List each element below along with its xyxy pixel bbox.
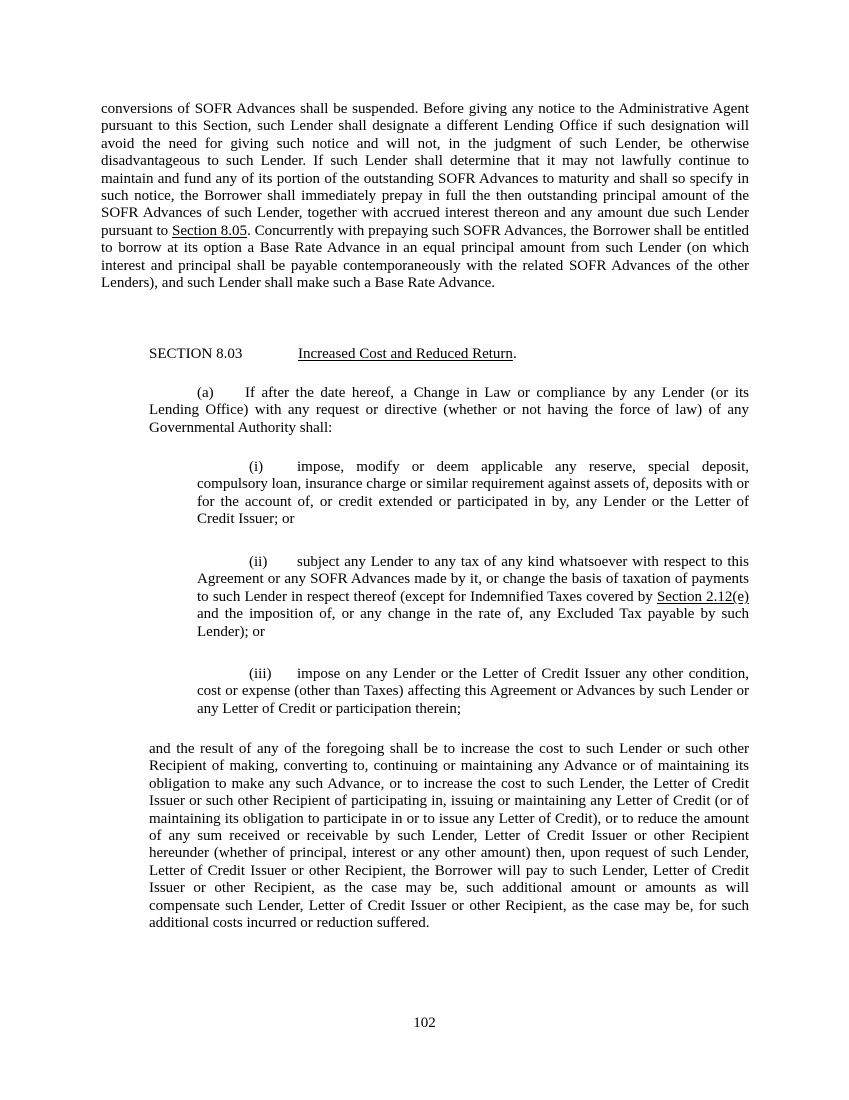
section-2-12e-reference: Section 2.12(e) xyxy=(656,588,749,605)
subclause-iii-label: (iii) xyxy=(249,666,272,682)
subclause-ii-label: (ii) xyxy=(249,554,268,570)
subclause-i-label: (i) xyxy=(249,459,264,475)
result-paragraph: and the result of any of the foregoing shall be to increase the cost to such Lender or such other Recipient of making, converting to, continuing or maintaining any Advance or of maintaining its obligation to make any such Advance, or to increase the cost to such Lender, the Letter of Credit Issuer or such other Recipient of participating in, issuing or maintaining any Letter of Credit (or of maintaining its obligation to participate in or to issue any Letter of Credit), or to reduce the amount of any sum received or receivable by such Lender, Letter of Credit Issuer or other Recipient hereunder (whether of principal, interest or any other amount) then, upon request of such Lender, Letter of Credit Issuer or other Recipient, the Borrower will pay to such Lender, Letter of Credit Issuer or other Recipient, as the case may be, such additional amount or amounts as will compensate such Lender, Letter of Credit Issuer or other Recipient, as the case may be, for such additional costs incurred or reduction suffered. xyxy=(149,741,749,932)
clause-a xyxy=(149,385,749,437)
subclause-ii-text-end: and the imposition of, or any change in the rate of, any Excluded Tax payable by such Lender); or xyxy=(197,606,749,640)
section-8-05-reference: Section 8.05 xyxy=(171,222,248,239)
paragraph-text: . Concurrently with prepaying such SOFR Advances, the Borrower shall be entitled to borrow at its option a Base Rate Advance in an equal principal amount from such Lender (on which interest and principal shall be payable contemporaneously with the related SOFR Advances of the other Lenders), and such Lender shall make such a Base Rate Advance. xyxy=(101,222,750,292)
section-title: Increased Cost and Reduced Return xyxy=(298,346,513,362)
subclause-i xyxy=(197,459,749,529)
subclause-iii-text: impose on any Lender or the Letter of Credit Issuer any other condition, cost or expense (other than Taxes) affecting this Agreement or Advances by such Lender or any Letter of Credit or participation therein; xyxy=(197,666,749,717)
subclause-i-text: impose, modify or deem applicable any reserve, special deposit, compulsory loan, insurance charge or similar requirement against assets of, deposits with or for the account of, or credit extended or participated in by, any Lender or the Letter of Credit Issuer; or xyxy=(197,459,749,528)
subclause-ii-text: subject any Lender to any tax of any kind whatsoever with respect to this Agreement or any SOFR Advances made by it, or change the basis of taxation of payments to such Lender in respect thereof (except for Indemnified Taxes covered by xyxy=(197,554,749,605)
clause-a-label: (a) xyxy=(197,385,214,401)
subclause-ii xyxy=(197,554,749,641)
section-title-period: . xyxy=(512,346,517,362)
continuation-paragraph xyxy=(101,101,749,292)
section-number: SECTION 8.03 xyxy=(149,346,243,362)
page-number: 102 xyxy=(413,1015,436,1031)
subclause-iii xyxy=(197,666,749,718)
paragraph-text: conversions of SOFR Advances shall be suspended. Before giving any notice to the Administrative Agent pursuant to this Section, such Lender shall designate a different Lending Office if such designation will avoid the need for giving such notice and will not, in the judgment of such Lender, be otherwise disadvantageous to such Lender. If such Lender shall determine that it may not lawfully continue to maintain and fund any of its portion of the outstanding SOFR Advances to maturity and shall so specify in such notice, the Borrower shall immediately prepay in full the then outstanding principal amount of the SOFR Advances of such Lender, together with accrued interest thereon and any amount due such Lender pursuant to xyxy=(101,101,749,239)
section-heading xyxy=(149,346,749,363)
clause-a-text: If after the date hereof, a Change in Law or compliance by any Lender (or its Lending Office) with any request or directive (whether or not having the force of law) of any Governmental Authority shall: xyxy=(149,385,749,436)
